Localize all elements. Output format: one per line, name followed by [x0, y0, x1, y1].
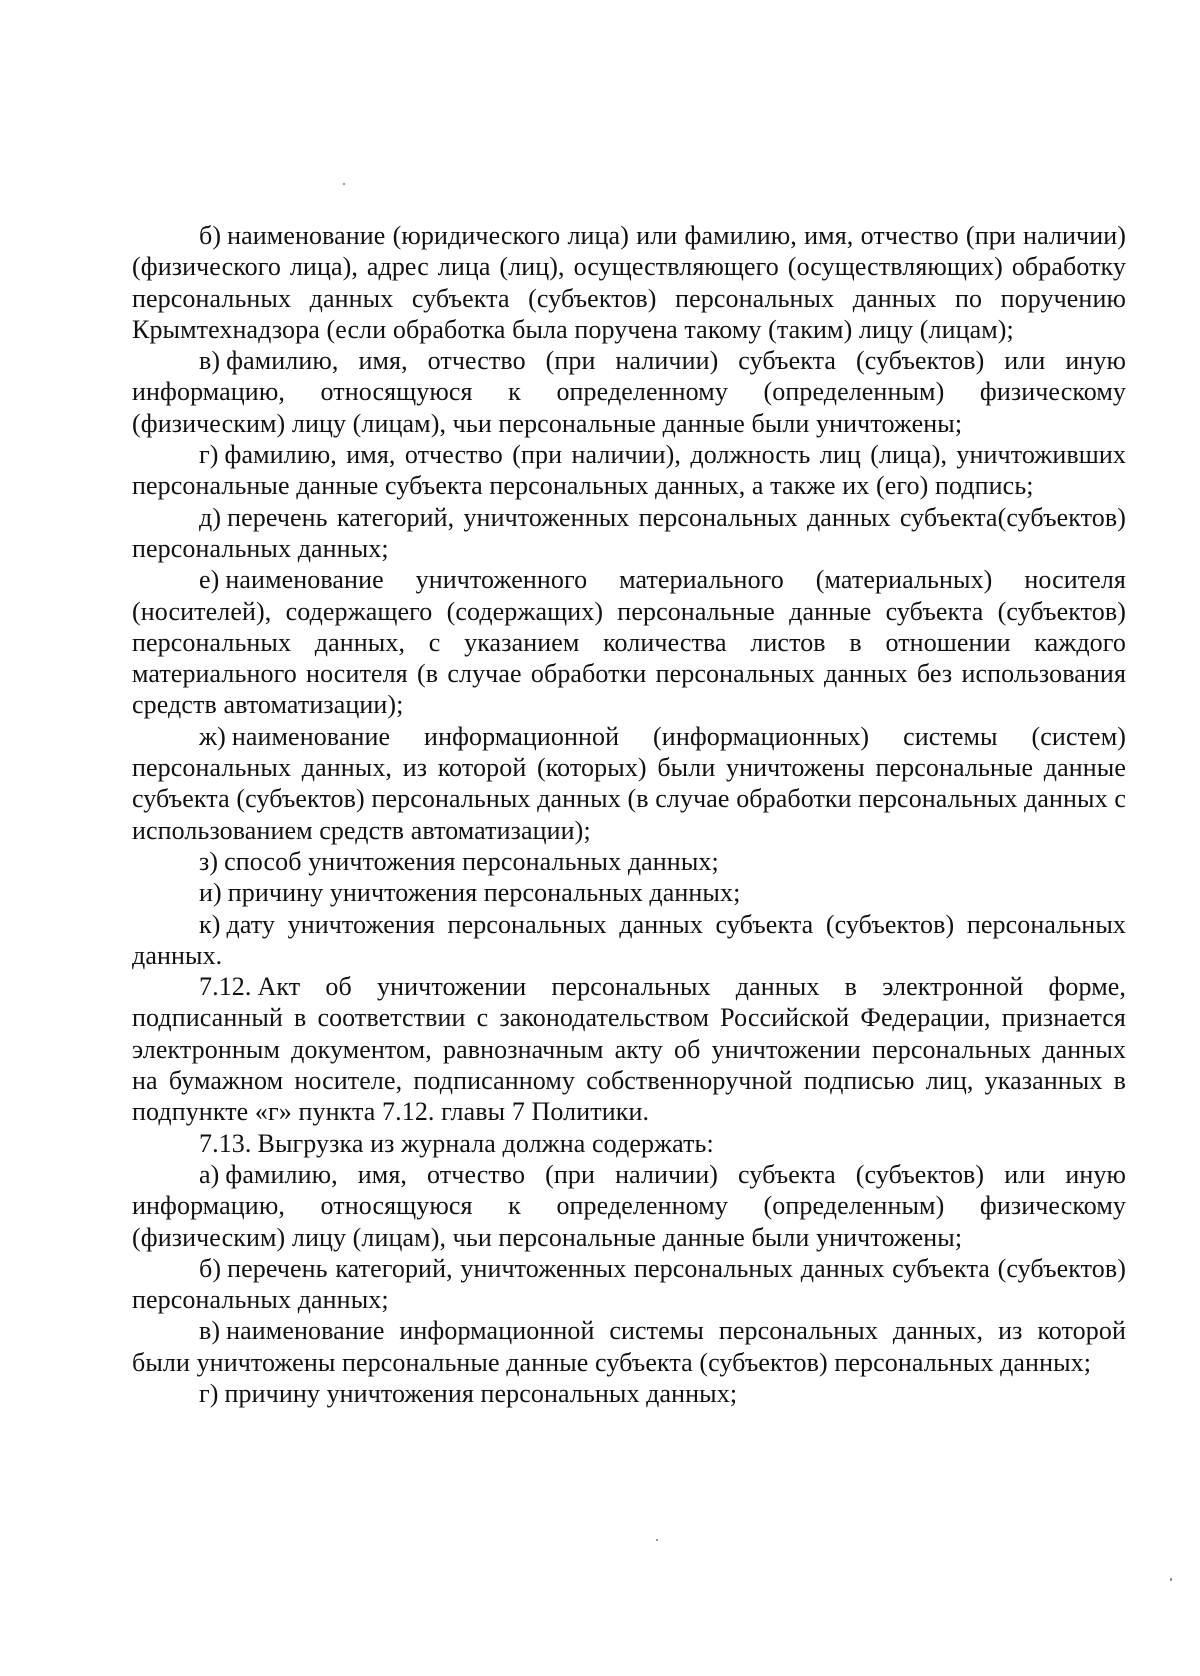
list-item-v-2: [132, 1315, 1126, 1378]
item-label: г): [199, 440, 219, 470]
item-text: перечень категорий, уничтоженных персональных данных субъекта (субъектов) персональных данных;: [132, 1253, 1126, 1315]
item-text: наименование информационной (информационных) системы (систем) персональных данных, из которой (которых) были уничтожены персональные данные субъекта (субъектов) персональных данных (в случае обработки персональных данных с использованием средств автоматизации);: [132, 721, 1126, 845]
item-label: ж): [199, 721, 226, 751]
item-label: к): [199, 909, 221, 939]
scan-speck: [1170, 1578, 1172, 1581]
section-text: Акт об уничтожении персональных данных в электронной форме, подписанный в соответствии с законодательством Российской Федерации, признается электронным документом, равнозначным акту об уничтожении персональных данных на бумажном носителе, подписанному собственноручной подписью лиц, указанных в подпункте «г» пункта 7.12. главы 7 Политики.: [132, 972, 1126, 1127]
item-label: в): [199, 346, 221, 376]
scan-speck: [343, 183, 345, 185]
section-number: 7.12.: [199, 972, 252, 1002]
list-item-g: [132, 439, 1126, 502]
item-label: з): [199, 846, 219, 876]
item-text: перечень категорий, уничтоженных персональных данных субъекта(субъектов) персональных данных;: [132, 502, 1126, 563]
list-item-g-2: [132, 1378, 1126, 1409]
item-label: б): [199, 1253, 222, 1283]
item-label: и): [199, 878, 222, 908]
list-item-b: [132, 220, 1126, 345]
list-item-k: [132, 909, 1126, 972]
list-item-zh: [132, 721, 1126, 846]
list-item-z: [132, 846, 1126, 877]
document-page: [132, 220, 1126, 1409]
list-item-a: [132, 1159, 1126, 1253]
section-text: Выгрузка из журнала должна содержать:: [257, 1128, 714, 1158]
list-item-v: [132, 345, 1126, 439]
item-text: наименование уничтоженного материального (материальных) носителя (носителей), содержащего (содержащих) персональные данные субъекта (субъектов) персональных данных, с указанием количества листов в отношении каждого материального носителя (в случае обработки персональных данных без использования средств автоматизации);: [132, 565, 1126, 720]
section-7-13: [132, 1128, 1126, 1159]
item-text: фамилию, имя, отчество (при наличии), должность лиц (лица), уничтоживших персональные данные субъекта персональных данных, а также их (его) подпись;: [132, 440, 1126, 501]
item-text: способ уничтожения персональных данных;: [224, 846, 719, 876]
list-item-e: [132, 564, 1126, 720]
scan-speck: [656, 1539, 658, 1541]
list-item-d: [132, 502, 1126, 565]
item-text: причину уничтожения персональных данных;: [224, 1378, 738, 1408]
item-text: дату уничтожения персональных данных субъекта (субъектов) персональных данных.: [132, 909, 1126, 970]
item-label: б): [199, 221, 222, 250]
item-label: в): [199, 1316, 221, 1346]
item-text: наименование (юридического лица) или фамилию, имя, отчество (при наличии) (физического лица), адрес лица (лиц), осуществляющего (осуществляющих) обработку персональных данных субъекта (субъектов) персональных данных по поручению Крымтехнадзора (если обработка была поручена такому (таким) лицу (лицам);: [132, 221, 1126, 344]
item-label: а): [199, 1159, 220, 1189]
item-label: д): [199, 502, 222, 532]
item-text: фамилию, имя, отчество (при наличии) субъекта (субъектов) или иную информацию, относящуюся к определенному (определенным) физическому (физическим) лицу (лицам), чьи персональные данные были уничтожены;: [132, 346, 1126, 438]
item-text: наименование информационной системы персональных данных, из которой были уничтожены персональные данные субъекта (субъектов) персональных данных;: [132, 1316, 1126, 1377]
list-item-b-2: [132, 1253, 1126, 1316]
item-text: причину уничтожения персональных данных;: [227, 878, 741, 908]
item-text: фамилию, имя, отчество (при наличии) субъекта (субъектов) или иную информацию, относящуюся к определенному (определенным) физическому (физическим) лицу (лицам), чьи персональные данные были уничтожены;: [132, 1159, 1126, 1252]
item-label: е): [199, 565, 220, 595]
list-item-i: [132, 877, 1126, 908]
section-7-12: [132, 971, 1126, 1127]
section-number: 7.13.: [199, 1128, 252, 1158]
item-label: г): [199, 1378, 219, 1408]
